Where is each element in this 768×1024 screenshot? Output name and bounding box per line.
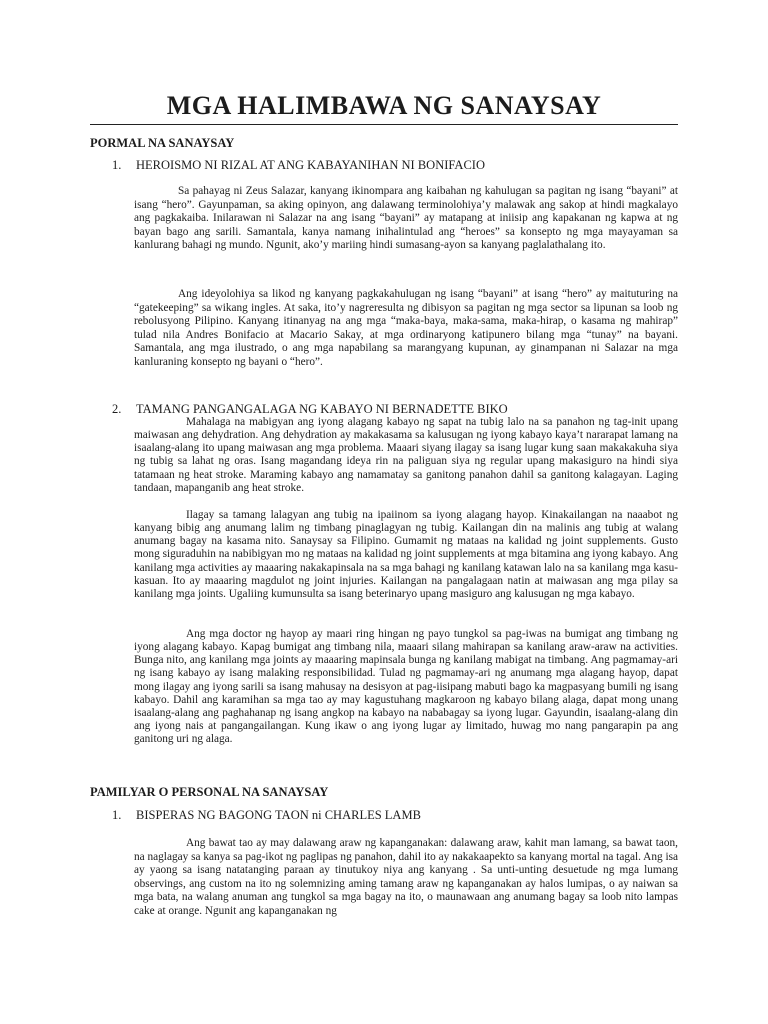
essay-paragraph: Ang bawat tao ay may dalawang araw ng kapanganakan: dalawang araw, kahit man lamang, sa bawat taon, na naglagay sa kanya sa pag-ikot ng paglipas ng panahon, dahil ito ay nakakaapekto sa kanyang mortal na tagal. Ang isa ay yaong sa isang natatanging paraan ay tinutukoy niya ang kanyang . Sa unti-unting desuetude ng mga lumang observings, ang custom na ito ng solemnizing aming tamang araw ng kapanganakan ay halos lumipas, o ay naiwan sa mga bata, na walang anuman ang tungkol sa mga bagay na ito, o maunawaan ang anumang bagay sa loob nito lampas cake at orange. Ngunit ang kapanganakan ng	[134, 837, 678, 917]
essay-paragraph: Ang ideyolohiya sa likod ng kanyang pagkakahulugan ng isang “bayani” at isang “hero” ay maituturing na “gatekeeping” sa wikang ingles. At saka, ito’y nagreresulta ng dibisyon sa pagitan ng mga sector sa lipunan sa loob ng rebolusyong Pilipino. Kanyang itinanyag na ang mga “maka-baya, maka-sama, maka-hirap, o kasama ng mahirap” tulad nila Andres Bonifacio at Macario Sakay, at mga ordinaryong katipunero bilang mga “tunay” na bayani. Samantala, ang mga ilustrado, o ang mga napabilang sa marangyang kupunan, ay ginampanan ni Salazar na mga kanluraning konsepto ng bayani o “hero”.	[134, 288, 678, 368]
document-title: MGA HALIMBAWA NG SANAYSAY	[166, 91, 602, 120]
list-number: 1.	[112, 808, 122, 822]
essay-title-text: TAMANG PANGANGALAGA NG KABAYO NI BERNADETTE BIKO	[136, 402, 508, 416]
title-underline	[90, 124, 678, 125]
essay-paragraph: Mahalaga na mabigyan ang iyong alagang kabayo ng sapat na tubig lalo na sa panahon ng tag-init upang maiwasan ang dehydration. Ang dehydration ay makakasama sa kalusugan ng iyong kabayo kaya’t nararapat lamang na isaalang-alang ito upang maiwasan ang mga problema. Maaari siyang ilagay sa isang lugar kung saan makakakuha siya ng tubig sa lahat ng oras. Isang magandang ideya rin na paliguan siya ng regular upang makasiguro na hindi siya tatamaan ng heat stroke. Maraming kabayo ang namamatay sa ganitong panahon dahil sa ganitong kalagayan. Laging tandaan, mapanganib ang heat stroke.	[134, 416, 678, 494]
essay-title-kabayo	[112, 402, 508, 417]
section-heading-pamilyar: PAMILYAR O PERSONAL NA SANAYSAY	[90, 785, 329, 799]
essay-title-bisperas	[112, 808, 421, 823]
essay-title-text: BISPERAS NG BAGONG TAON ni CHARLES LAMB	[136, 808, 421, 822]
essay-title-text: HEROISMO NI RIZAL AT ANG KABAYANIHAN NI BONIFACIO	[136, 158, 485, 172]
essay-paragraph: Ang mga doctor ng hayop ay maari ring hingan ng payo tungkol sa pag-iwas na bumigat ang timbang ng iyong alagang kabayo. Kapag bumigat ang timbang nila, maaari silang mahirapan sa kanilang araw-araw na activities. Bunga nito, ang kanilang mga joints ay maaaring mapinsala bunga ng kanilang mabigat na timbang. Ang pagmamay-ari ng isang kabayo ay isang malaking responsibilidad. Tulad ng pagmamay-ari ng anumang mga alagang hayop, dapat mong ilagay ang iyong sarili sa isang mahusay na desisyon at pag-iisipang mabuti bago ka magpasyang bumili ng isang kabayo. Dahil ang karamihan sa mga tao ay may kagustuhang magkaroon ng kabayo bilang alaga, dapat mong unang isaalang-alang ang paghahanap ng isang angkop na kabayo na nababagay sa iyong lugar. Gayundin, isaalang-alang din ang iyong nais at pangangailangan. Kung ikaw o ang iyong lugar ay limitado, huwag mo nang pangarapin pa ang ganitong uri ng alaga.	[134, 628, 678, 746]
essay-title-heroismo	[112, 158, 485, 173]
list-number: 1.	[112, 158, 122, 172]
essay-paragraph: Sa pahayag ni Zeus Salazar, kanyang ikinompara ang kaibahan ng kahulugan sa pagitan ng isang “bayani” at isang “hero”. Gayunpaman, sa aking opinyon, ang dalawang terminolohiya’y malawak ang sakop at hindi magkalayo ang pagkakaiba. Inilarawan ni Salazar na ang isang “bayani” ay matapang at iniisip ang kapakanan ng kapwa at ng bayan bago ang sarili. Samantala, kanya namang inihalintulad ang “heroes” sa konsepto ng mga mayayaman sa kanlurang bahagi ng mundo. Ngunit, ako’y mariing hindi sumasang-ayon sa kanyang paglalathalang ito.	[134, 185, 678, 252]
list-number: 2.	[112, 402, 122, 416]
essay-paragraph: Ilagay sa tamang lalagyan ang tubig na ipaiinom sa iyong alagang hayop. Kinakailangan na naaabot ng kanyang bibig ang anumang lalim ng timbang pinaglagyan ng tubig. Kailangan din na malinis ang tubig at walang anumang bagay na kasama nito. Sanaysay sa Filipino. Gumamit ng mataas na kalidad ng joint supplements. Gusto mong siguraduhin na nabibigyan mo ng mataas na kalidad ng joint supplements at mga bitamina ang iyong kabayo. Ang kanilang mga activities ay maaaring nakakapinsala na sa mga bahagi ng kanilang katawan lalo na sa kanilang mga kasu-kasuan. Ito ay maaaring magdulot ng joint injuries. Kailangan na pangalagaan natin at maiwasan ang mga pilay sa kanilang mga joints. Ugaliing kumunsulta sa isang beterinaryo upang masiguro ang kalusugan ng mga kabayo.	[134, 509, 678, 600]
section-heading-pormal: PORMAL NA SANAYSAY	[90, 136, 235, 150]
